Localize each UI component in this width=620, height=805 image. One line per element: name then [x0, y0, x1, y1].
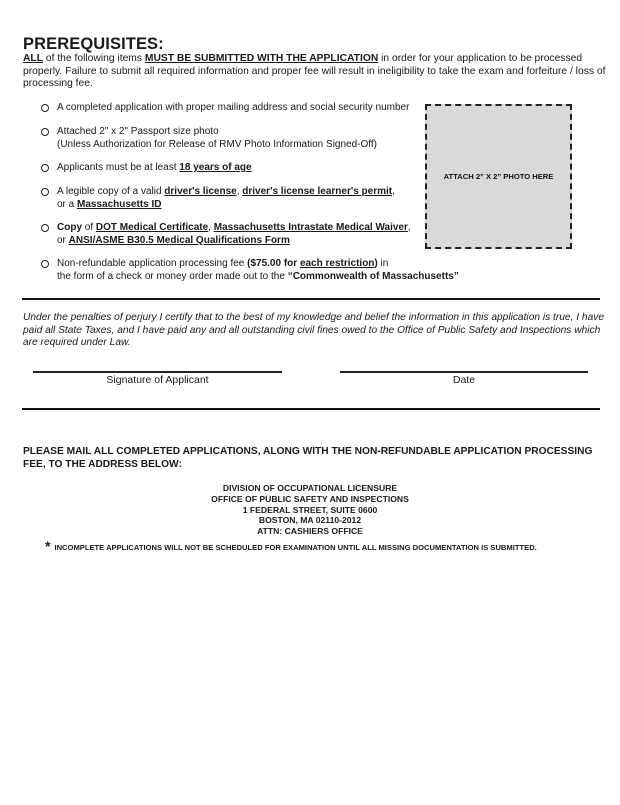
date-line[interactable] [340, 371, 588, 373]
mailing-address [0, 483, 620, 537]
divider [22, 408, 600, 410]
item-text [57, 186, 395, 211]
item-text [57, 258, 459, 283]
circle-bullet-icon [41, 224, 49, 232]
intro-text-1: of the following items [43, 53, 145, 64]
item-line-2-bold: ANSI/ASME B30.5 Medical Qualifications Form [68, 234, 290, 246]
item-line-2-pre: or [57, 234, 69, 246]
item-line-2-bold: Massachusetts ID [77, 198, 162, 210]
photo-box-label: ATTACH 2” X 2” PHOTO HERE [443, 172, 554, 181]
divider [22, 298, 600, 300]
item-text-sep: , [236, 186, 243, 197]
address-line: BOSTON, MA 02110-2012 [258, 515, 362, 526]
item-text-bold: Massachusetts Intrastate Medical Waiver [213, 222, 408, 233]
item-text [57, 222, 411, 247]
address-line: 1 FEDERAL STREET, SUITE 0600 [242, 504, 378, 515]
item-text-bold: driver's license learner's permit [242, 186, 393, 197]
photo-attach-box [425, 104, 572, 249]
item-text-bold: ($75.00 for [247, 258, 300, 269]
item-text-post: in [377, 258, 389, 269]
item-text-post: , [392, 186, 395, 197]
circle-bullet-icon [41, 164, 49, 172]
signature-label: Signature of Applicant [106, 374, 209, 386]
mail-instruction: PLEASE MAIL ALL COMPLETED APPLICATIONS, ALONG WITH THE NON-REFUNDABLE APPLICATION PROCESSING FEE, TO THE ADDRESS BELOW: [23, 446, 593, 470]
item-line-1: Attached 2" x 2" Passport size photo [57, 126, 219, 137]
intro-text-2: in order for your application to be processed properly. Failure to submit all required information and proper fee will result in ineligibility to take the exam and forfeiture / loss of processing fee. [23, 53, 606, 90]
page-title: PREREQUISITES: [23, 35, 164, 53]
circle-bullet-icon [41, 128, 49, 136]
address-line: OFFICE OF PUBLIC SAFETY AND INSPECTIONS [211, 493, 409, 504]
intro-must: MUST BE SUBMITTED WITH THE APPLICATION [144, 53, 379, 64]
circle-bullet-icon [41, 104, 49, 112]
asterisk-icon: * [45, 538, 51, 554]
item-text-pre: A legible copy of a valid [57, 186, 165, 197]
item-text-bold: DOT Medical Certificate [95, 222, 209, 233]
item-line-2-pre: the form of a check or money order made out to the [57, 270, 288, 282]
address-line: DIVISION OF OCCUPATIONAL LICENSURE [222, 483, 398, 493]
item-text-post: , [407, 222, 411, 233]
item-text-bold: ) [374, 258, 378, 269]
address-line: ATTN: CASHIERS OFFICE [257, 526, 363, 537]
item-text [57, 162, 252, 175]
intro-all: ALL [23, 53, 44, 64]
item-text-sep: , [208, 222, 214, 233]
item-text-pre: of [82, 222, 96, 233]
perjury-statement: Under the penalties of perjury I certify that to the best of my knowledge and belief the information in this application is true, I have paid all State Taxes, and I have paid any and all outstanding civil fines owed to the Office of Public Safety and Inspections which are required under Law. [23, 312, 605, 349]
signature-line[interactable] [33, 371, 282, 373]
item-text [57, 126, 377, 151]
item-text-bold: Copy [57, 222, 82, 233]
item-line-2-bold: “Commonwealth of Massachusetts” [287, 270, 459, 282]
circle-bullet-icon [41, 188, 49, 196]
circle-bullet-icon [41, 260, 49, 268]
item-text-pre: Applicants must be at least [57, 162, 180, 173]
incomplete-note [45, 537, 537, 553]
date-label: Date [452, 374, 476, 386]
item-text: A completed application with proper mailing address and social security number [57, 102, 410, 113]
item-text-underlined: each restriction [299, 258, 375, 269]
item-text-bold: 18 years of age [179, 162, 252, 173]
item-line-2: (Unless Authorization for Release of RMV Photo Information Signed-Off) [57, 138, 377, 150]
item-line-2-pre: or a [57, 198, 78, 210]
prerequisites-intro [23, 53, 608, 91]
note-text: INCOMPLETE APPLICATIONS WILL NOT BE SCHEDULED FOR EXAMINATION UNTIL ALL MISSING DOCUMENTATION IS SUBMITTED. [54, 543, 537, 552]
item-text-pre: Non-refundable application processing fee [57, 258, 248, 269]
item-text-bold: driver's license [164, 186, 237, 197]
